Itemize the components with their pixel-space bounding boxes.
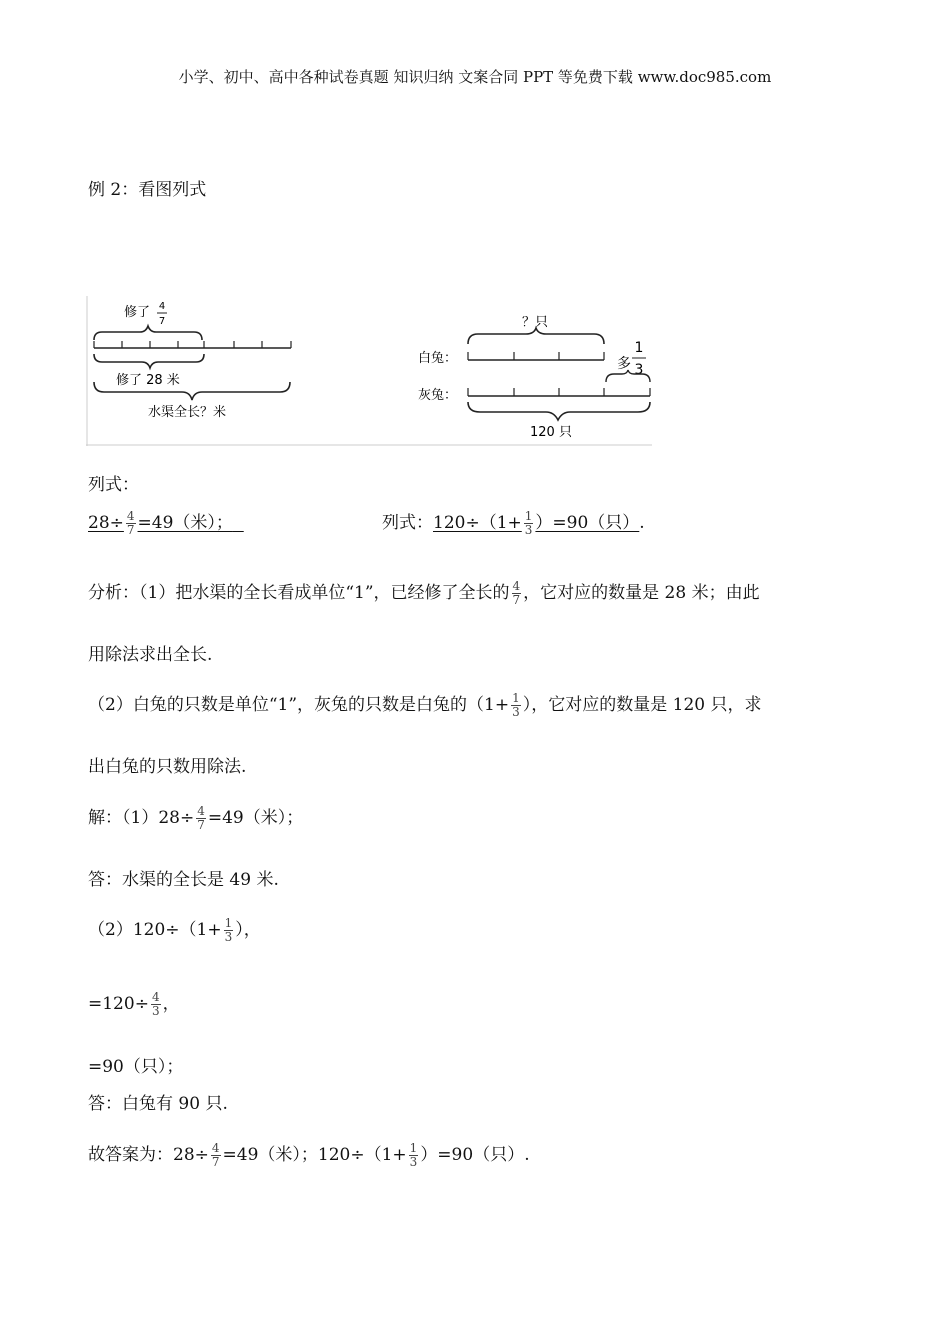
left-top-frac-num: 4 xyxy=(158,301,166,312)
formula-2: 列式：120÷（1+ $\frac{1}{3}$ ）=90（只）. xyxy=(382,509,645,537)
canal-ticks xyxy=(94,341,291,348)
answer-2: 答：白兔有 90 只. xyxy=(88,1094,228,1114)
page-header: 小学、初中、高中各种试卷真题 知识归纳 文案合同 PPT 等免费下载 www.doc985.com xyxy=(178,68,772,86)
fraction: $\frac{1}{3}$ xyxy=(409,1141,418,1169)
top-brace xyxy=(94,326,202,340)
fraction: $\frac{4}{7}$ xyxy=(211,1141,220,1169)
more-frac-den: 3 xyxy=(634,362,644,378)
example-title: 例 2：看图列式 xyxy=(88,180,207,200)
solution-3: =120÷ $\frac{4}{3}$ ， xyxy=(88,990,180,1018)
formula-1: 28÷ $\frac{4}{7}$ =49（米）； xyxy=(88,509,233,537)
analysis-2-line-2: 出白兔的只数用除法. xyxy=(88,757,247,777)
fraction: $\frac{4}{7}$ xyxy=(126,509,135,537)
gray-rabbit-label: 灰兔： xyxy=(418,388,458,403)
line-segment-diagram xyxy=(86,296,652,446)
answer-1: 答：水渠的全长是 49 米. xyxy=(88,870,279,890)
mid-brace xyxy=(94,354,204,368)
canal-diagram xyxy=(94,301,291,420)
solution-1: 解：（1）28÷ $\frac{4}{7}$ =49（米）； xyxy=(88,804,304,832)
left-top-frac-den: 7 xyxy=(158,316,166,327)
left-top-label: 修了 xyxy=(124,305,151,320)
final-answer: 故答案为：28÷ $\frac{4}{7}$ =49（米）；120÷（1+ $\frac{1}{3}$ ）=90（只）. xyxy=(88,1141,530,1169)
analysis-1-line-2: 用除法求出全长. xyxy=(88,645,213,665)
fraction: $\frac{1}{3}$ xyxy=(224,916,233,944)
diagram-figure xyxy=(86,296,652,446)
white-ticks xyxy=(468,352,604,360)
analysis-2-line-1: （2）白兔的只数是单位“1”，灰兔的只数是白兔的（1+ $\frac{1}{3}$ ），它对应的数量是 120 只，求 xyxy=(88,691,762,719)
lieshi-label: 列式： xyxy=(88,475,139,495)
gray-ticks xyxy=(468,388,650,396)
left-mid-label: 修了 28 米 xyxy=(116,373,180,388)
gray-bottom-brace xyxy=(468,402,650,420)
fraction: $\frac{4}{7}$ xyxy=(512,579,521,607)
solution-4: =90（只）； xyxy=(88,1057,184,1077)
white-rabbit-label: 白兔： xyxy=(418,351,458,366)
right-top-label: ？只 xyxy=(522,315,549,330)
fraction: $\frac{4}{3}$ xyxy=(151,990,160,1018)
white-top-brace xyxy=(468,328,604,344)
left-bottom-label: 水渠全长？米 xyxy=(148,405,227,420)
fraction: $\frac{1}{3}$ xyxy=(512,691,520,719)
more-frac-num: 1 xyxy=(634,340,644,356)
more-label: 多 xyxy=(617,356,631,372)
analysis-1-line-1: 分析：（1）把水渠的全长看成单位“1”，已经修了全长的 $\frac{4}{7}$ ，它对应的数量是 28 米；由此 xyxy=(88,579,760,607)
solution-2: （2）120÷（1+ $\frac{1}{3}$ ）， xyxy=(88,916,261,944)
right-bottom-label: 120 只 xyxy=(530,425,572,440)
rabbit-diagram xyxy=(418,315,650,440)
fraction: $\frac{4}{7}$ xyxy=(197,804,205,832)
fraction: $\frac{1}{3}$ xyxy=(524,509,533,537)
